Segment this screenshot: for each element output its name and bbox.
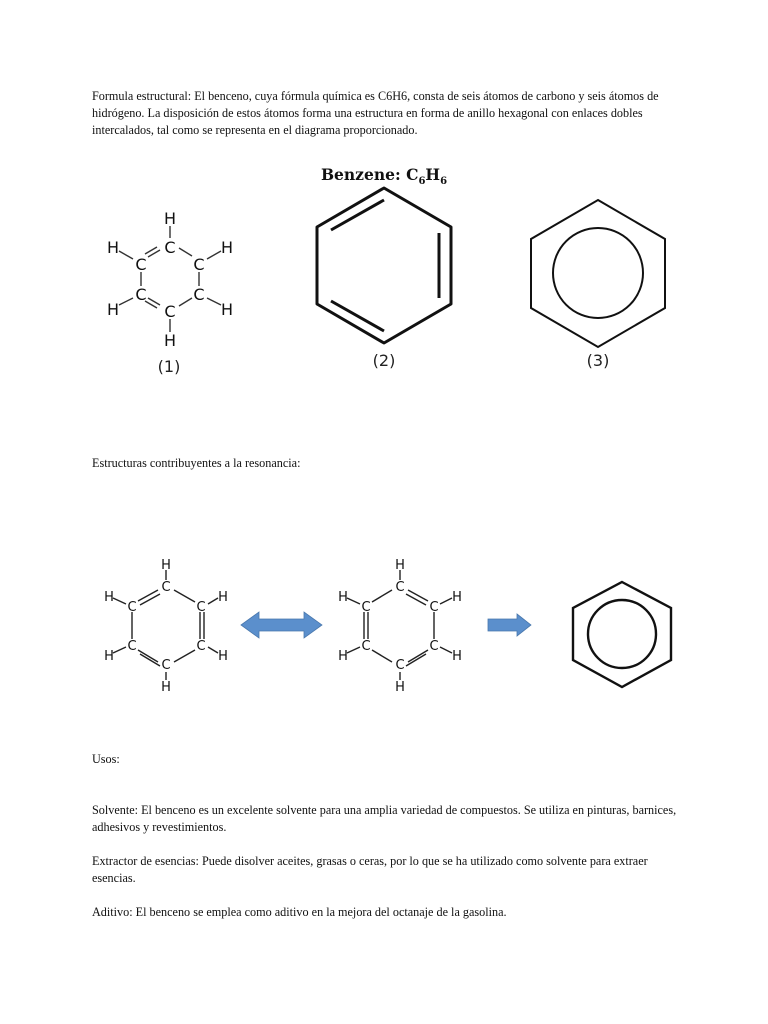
use-extractor: Extractor de esencias: Puede disolver aceites, grasas o ceras, por lo que se ha utilizado como solvente para extraer esencias.: [92, 854, 648, 885]
resonance-hybrid-structure: [573, 582, 671, 687]
hydrogen-atom: H: [220, 238, 234, 257]
hydrogen-atom: H: [338, 649, 348, 664]
hydrogen-atom: H: [106, 238, 120, 257]
kekule-skeletal-structure-2: [317, 188, 451, 343]
carbon-atom: C: [395, 580, 405, 595]
hydrogen-atom: H: [218, 649, 228, 664]
carbon-atom: C: [127, 639, 137, 654]
resonance-heading: Estructuras contribuyentes a la resonancia:: [92, 456, 301, 470]
hydrogen-atom: H: [452, 649, 462, 664]
carbon-atom: C: [135, 255, 147, 274]
carbon-atom: C: [395, 658, 405, 673]
carbon-atom: C: [193, 255, 205, 274]
hydrogen-atom: H: [218, 590, 228, 605]
carbon-atom: C: [127, 600, 137, 615]
use-solvente: Solvente: El benceno es un excelente solvente para una amplia variedad de compuestos. Se utiliza en pinturas, barnices, adhesivos y revestimientos.: [92, 803, 677, 834]
carbon-atom: C: [429, 600, 439, 615]
carbon-atom: C: [429, 639, 439, 654]
carbon-atom: C: [161, 580, 171, 595]
carbon-atom: C: [161, 658, 171, 673]
carbon-atom: C: [196, 639, 206, 654]
carbon-atom: C: [196, 600, 206, 615]
structure-label-1: (1): [157, 357, 181, 376]
hydrogen-atom: H: [163, 331, 177, 350]
resonance-hybrid-arrow-icon: [488, 614, 531, 636]
hydrogen-atom: H: [395, 558, 405, 573]
hydrogen-atom: H: [163, 209, 177, 228]
benzene-title: Benzene: $C_6H_6$: [320, 165, 448, 187]
resonance-figure: [0, 540, 768, 700]
resonance-arrow-icon: [241, 612, 322, 638]
structure-label-3: (3): [586, 351, 610, 370]
hydrogen-atom: H: [161, 558, 171, 573]
carbon-atom: C: [361, 639, 371, 654]
hydrogen-atom: H: [338, 590, 348, 605]
carbon-atom: C: [361, 600, 371, 615]
carbon-atom: C: [193, 285, 205, 304]
carbon-atom: C: [164, 238, 176, 257]
aromatic-structure-3: [531, 200, 665, 347]
hydrogen-atom: H: [104, 590, 114, 605]
hydrogen-atom: H: [452, 590, 462, 605]
hydrogen-atom: H: [220, 300, 234, 319]
use-aditivo: Aditivo: El benceno se emplea como aditivo en la mejora del octanaje de la gasolina.: [92, 905, 507, 919]
carbon-atom: C: [164, 302, 176, 321]
benzene-figure: [0, 0, 768, 420]
hydrogen-atom: H: [104, 649, 114, 664]
hydrogen-atom: H: [161, 680, 171, 695]
usos-heading: Usos:: [92, 752, 120, 766]
intro-paragraph: Formula estructural: El benceno, cuya fórmula química es C6H6, consta de seis átomos de carbono y seis átomos de hidrógeno. La disposición de estos átomos forma una estructura en forma de anillo hexagonal con enlaces dobles intercalados, tal como se representa en el diagrama proporcionado.: [92, 89, 659, 137]
structure-label-2: (2): [372, 351, 396, 370]
hydrogen-atom: H: [395, 680, 405, 695]
hydrogen-atom: H: [106, 300, 120, 319]
carbon-atom: C: [135, 285, 147, 304]
